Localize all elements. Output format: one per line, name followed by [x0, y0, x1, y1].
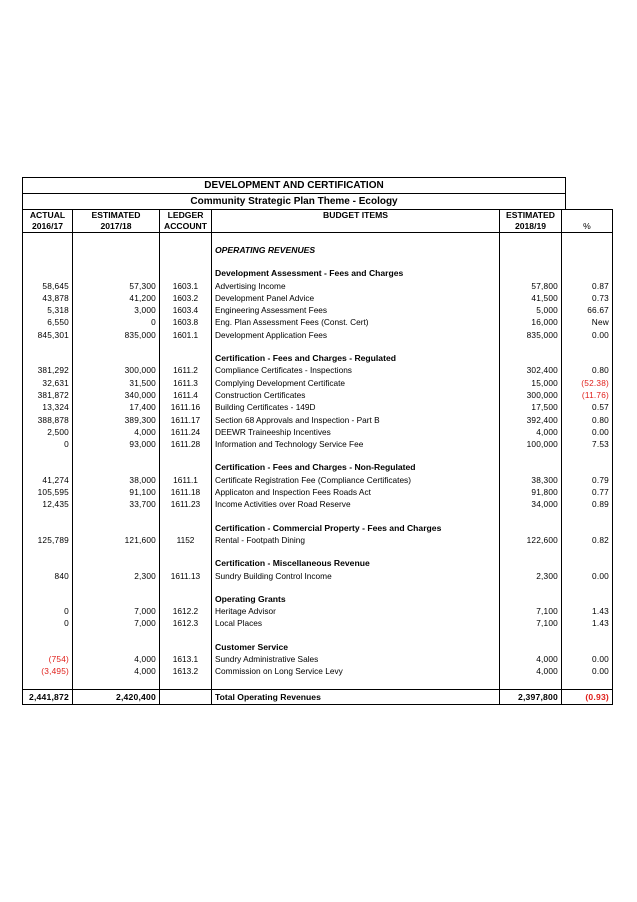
- document-title: DEVELOPMENT AND CERTIFICATION: [22, 177, 566, 194]
- ledger-account: 1603.8: [160, 316, 212, 328]
- actual-value: 0: [23, 438, 73, 450]
- ledger-account: 1611.3: [160, 377, 212, 389]
- budget-item: Information and Technology Service Fee: [212, 438, 500, 450]
- percent-change: 66.67: [562, 304, 613, 316]
- budget-body: [23, 233, 613, 705]
- header-estimated-1819: ESTIMATED: [500, 210, 562, 222]
- estimated-1718-value: 4,000: [73, 426, 160, 438]
- percent-change: New: [562, 316, 613, 328]
- actual-value: 43,878: [23, 292, 73, 304]
- document-subtitle: Community Strategic Plan Theme - Ecology: [22, 193, 566, 210]
- spacer-row: [23, 450, 613, 461]
- ledger-account: 1612.3: [160, 617, 212, 629]
- ledger-account: 1611.17: [160, 414, 212, 426]
- section-heading-label: Certification - Commercial Property - Fees and Charges: [212, 522, 500, 534]
- estimated-1718-value: 835,000: [73, 329, 160, 341]
- section-heading-label: Certification - Fees and Charges - Non-Regulated: [212, 461, 500, 473]
- estimated-1718-value: 0: [73, 316, 160, 328]
- budget-item: Compliance Certificates - Inspections: [212, 364, 500, 376]
- estimated-1819-value: 16,000: [500, 316, 562, 328]
- ledger-account: 1152: [160, 534, 212, 546]
- estimated-1718-value: 41,200: [73, 292, 160, 304]
- table-row: [23, 426, 613, 438]
- estimated-1718-value: 31,500: [73, 377, 160, 389]
- header-ledger-account: ACCOUNT: [160, 221, 212, 233]
- estimated-1819-value: 7,100: [500, 617, 562, 629]
- table-row: [23, 438, 613, 450]
- estimated-1718-value: 300,000: [73, 364, 160, 376]
- estimated-1819-value: 15,000: [500, 377, 562, 389]
- estimated-1718-value: 93,000: [73, 438, 160, 450]
- estimated-1819-value: 392,400: [500, 414, 562, 426]
- spacer-row: [23, 582, 613, 593]
- header-ledger: LEDGER: [160, 210, 212, 222]
- spacer-row: [23, 256, 613, 267]
- actual-value: (3,495): [23, 665, 73, 677]
- ledger-account: 1613.1: [160, 653, 212, 665]
- table-row: [23, 617, 613, 629]
- ledger-account: 1603.4: [160, 304, 212, 316]
- budget-item: DEEWR Traineeship Incentives: [212, 426, 500, 438]
- budget-item: Engineering Assessment Fees: [212, 304, 500, 316]
- ledger-account: 1611.1: [160, 474, 212, 486]
- ledger-account: 1611.24: [160, 426, 212, 438]
- section-heading: [23, 352, 613, 364]
- estimated-1718-value: 2,300: [73, 570, 160, 582]
- table-row: [23, 280, 613, 292]
- section-heading: [23, 461, 613, 473]
- section-heading: [23, 641, 613, 653]
- estimated-1819-value: 122,600: [500, 534, 562, 546]
- total-estimated-1819: 2,397,800: [500, 689, 562, 704]
- table-row: [23, 486, 613, 498]
- estimated-1718-value: 57,300: [73, 280, 160, 292]
- budget-item: Section 68 Approvals and Inspection - Part B: [212, 414, 500, 426]
- header-actual: ACTUAL: [23, 210, 73, 222]
- table-row: [23, 377, 613, 389]
- budget-item: Income Activities over Road Reserve: [212, 498, 500, 510]
- percent-change: 0.00: [562, 665, 613, 677]
- section-heading-label: Customer Service: [212, 641, 500, 653]
- table-row: [23, 570, 613, 582]
- percent-change: 1.43: [562, 617, 613, 629]
- section-heading-label: Certification - Miscellaneous Revenue: [212, 557, 500, 569]
- total-ledger: [160, 689, 212, 704]
- budget-item: Heritage Advisor: [212, 605, 500, 617]
- budget-item: Sundry Administrative Sales: [212, 653, 500, 665]
- spacer-row: [23, 546, 613, 557]
- spacer-row: [23, 341, 613, 352]
- percent-change: 0.00: [562, 329, 613, 341]
- operating-revenues-heading: [23, 244, 613, 256]
- actual-value: 0: [23, 605, 73, 617]
- estimated-1819-value: 4,000: [500, 653, 562, 665]
- ledger-account: 1603.1: [160, 280, 212, 292]
- estimated-1718-value: 389,300: [73, 414, 160, 426]
- estimated-1718-value: 33,700: [73, 498, 160, 510]
- table-row: [23, 665, 613, 677]
- header-row-2: [23, 221, 613, 233]
- percent-change: 0.79: [562, 474, 613, 486]
- spacer-row: [23, 511, 613, 522]
- budget-item: Development Panel Advice: [212, 292, 500, 304]
- spacer-row: [23, 678, 613, 690]
- total-actual: 2,441,872: [23, 689, 73, 704]
- ledger-account: 1611.18: [160, 486, 212, 498]
- estimated-1819-value: 38,300: [500, 474, 562, 486]
- header-estimated-1718-year: 2017/18: [73, 221, 160, 233]
- ledger-account: 1603.2: [160, 292, 212, 304]
- estimated-1819-value: 34,000: [500, 498, 562, 510]
- estimated-1718-value: 340,000: [73, 389, 160, 401]
- actual-value: 388,878: [23, 414, 73, 426]
- header-budget-items: BUDGET ITEMS: [212, 210, 500, 222]
- actual-value: 12,435: [23, 498, 73, 510]
- section-heading: [23, 267, 613, 279]
- estimated-1819-value: 100,000: [500, 438, 562, 450]
- actual-value: 0: [23, 617, 73, 629]
- estimated-1718-value: 4,000: [73, 665, 160, 677]
- estimated-1819-value: 4,000: [500, 665, 562, 677]
- percent-change: 0.89: [562, 498, 613, 510]
- actual-value: 2,500: [23, 426, 73, 438]
- budget-item: Eng. Plan Assessment Fees (Const. Cert): [212, 316, 500, 328]
- ledger-account: 1601.1: [160, 329, 212, 341]
- percent-change: 0.82: [562, 534, 613, 546]
- ledger-account: 1611.13: [160, 570, 212, 582]
- table-row: [23, 653, 613, 665]
- percent-change: 0.00: [562, 570, 613, 582]
- actual-value: 125,789: [23, 534, 73, 546]
- ledger-account: 1611.28: [160, 438, 212, 450]
- percent-change: 7.53: [562, 438, 613, 450]
- section-heading-label: Operating Grants: [212, 593, 500, 605]
- budget-item: Sundry Building Control Income: [212, 570, 500, 582]
- percent-change: 1.43: [562, 605, 613, 617]
- actual-value: 105,595: [23, 486, 73, 498]
- estimated-1718-value: 7,000: [73, 605, 160, 617]
- percent-change: 0.80: [562, 364, 613, 376]
- percent-change: (11.76): [562, 389, 613, 401]
- percent-change: 0.87: [562, 280, 613, 292]
- percent-change: 0.77: [562, 486, 613, 498]
- ledger-account: 1613.2: [160, 665, 212, 677]
- actual-value: 41,274: [23, 474, 73, 486]
- actual-value: 840: [23, 570, 73, 582]
- percent-change: (52.38): [562, 377, 613, 389]
- estimated-1819-value: 835,000: [500, 329, 562, 341]
- budget-table: [22, 209, 613, 705]
- estimated-1819-value: 91,800: [500, 486, 562, 498]
- estimated-1819-value: 57,800: [500, 280, 562, 292]
- ledger-account: 1611.23: [160, 498, 212, 510]
- header-percent: %: [562, 221, 613, 233]
- budget-item: Rental - Footpath Dining: [212, 534, 500, 546]
- table-row: [23, 389, 613, 401]
- header-estimated-1718: ESTIMATED: [73, 210, 160, 222]
- estimated-1819-value: 7,100: [500, 605, 562, 617]
- estimated-1819-value: 17,500: [500, 401, 562, 413]
- estimated-1819-value: 41,500: [500, 292, 562, 304]
- ledger-account: 1611.4: [160, 389, 212, 401]
- table-row: [23, 534, 613, 546]
- table-row: [23, 605, 613, 617]
- table-row: [23, 316, 613, 328]
- total-percent: (0.93): [562, 689, 613, 704]
- percent-change: 0.00: [562, 653, 613, 665]
- estimated-1718-value: 91,100: [73, 486, 160, 498]
- budget-item: Local Places: [212, 617, 500, 629]
- actual-value: 845,301: [23, 329, 73, 341]
- actual-value: (754): [23, 653, 73, 665]
- budget-item: Complying Development Certificate: [212, 377, 500, 389]
- percent-change: 0.57: [562, 401, 613, 413]
- estimated-1819-value: 302,400: [500, 364, 562, 376]
- estimated-1718-value: 121,600: [73, 534, 160, 546]
- section-heading: [23, 522, 613, 534]
- operating-revenues-heading-label: OPERATING REVENUES: [212, 244, 500, 256]
- ledger-account: 1612.2: [160, 605, 212, 617]
- estimated-1819-value: 2,300: [500, 570, 562, 582]
- header-actual-year: 2016/17: [23, 221, 73, 233]
- header-row-1: [23, 210, 613, 222]
- spacer-row: [23, 233, 613, 245]
- header-estimated-1819-year: 2018/19: [500, 221, 562, 233]
- budget-item: Building Certificates - 149D: [212, 401, 500, 413]
- percent-change: 0.73: [562, 292, 613, 304]
- table-row: [23, 364, 613, 376]
- table-row: [23, 498, 613, 510]
- ledger-account: 1611.2: [160, 364, 212, 376]
- budget-item: Commission on Long Service Levy: [212, 665, 500, 677]
- section-heading: [23, 593, 613, 605]
- ledger-account: 1611.16: [160, 401, 212, 413]
- budget-item: Advertising Income: [212, 280, 500, 292]
- total-label: Total Operating Revenues: [212, 689, 500, 704]
- estimated-1718-value: 4,000: [73, 653, 160, 665]
- table-row: [23, 304, 613, 316]
- table-row: [23, 401, 613, 413]
- section-heading-label: Development Assessment - Fees and Charges: [212, 267, 500, 279]
- table-row: [23, 292, 613, 304]
- actual-value: 381,292: [23, 364, 73, 376]
- section-heading-label: Certification - Fees and Charges - Regulated: [212, 352, 500, 364]
- actual-value: 32,631: [23, 377, 73, 389]
- actual-value: 6,550: [23, 316, 73, 328]
- total-estimated-1718: 2,420,400: [73, 689, 160, 704]
- budget-item: Certificate Registration Fee (Compliance Certificates): [212, 474, 500, 486]
- budget-item: Development Application Fees: [212, 329, 500, 341]
- percent-change: 0.80: [562, 414, 613, 426]
- total-row: [23, 689, 613, 704]
- actual-value: 5,318: [23, 304, 73, 316]
- table-row: [23, 414, 613, 426]
- table-row: [23, 474, 613, 486]
- actual-value: 381,872: [23, 389, 73, 401]
- estimated-1718-value: 7,000: [73, 617, 160, 629]
- estimated-1819-value: 5,000: [500, 304, 562, 316]
- estimated-1819-value: 300,000: [500, 389, 562, 401]
- estimated-1718-value: 38,000: [73, 474, 160, 486]
- table-row: [23, 329, 613, 341]
- estimated-1718-value: 17,400: [73, 401, 160, 413]
- spacer-row: [23, 630, 613, 641]
- percent-change: 0.00: [562, 426, 613, 438]
- estimated-1718-value: 3,000: [73, 304, 160, 316]
- actual-value: 58,645: [23, 280, 73, 292]
- section-heading: [23, 557, 613, 569]
- budget-item: Applicaton and Inspection Fees Roads Act: [212, 486, 500, 498]
- actual-value: 13,324: [23, 401, 73, 413]
- estimated-1819-value: 4,000: [500, 426, 562, 438]
- budget-item: Construction Certificates: [212, 389, 500, 401]
